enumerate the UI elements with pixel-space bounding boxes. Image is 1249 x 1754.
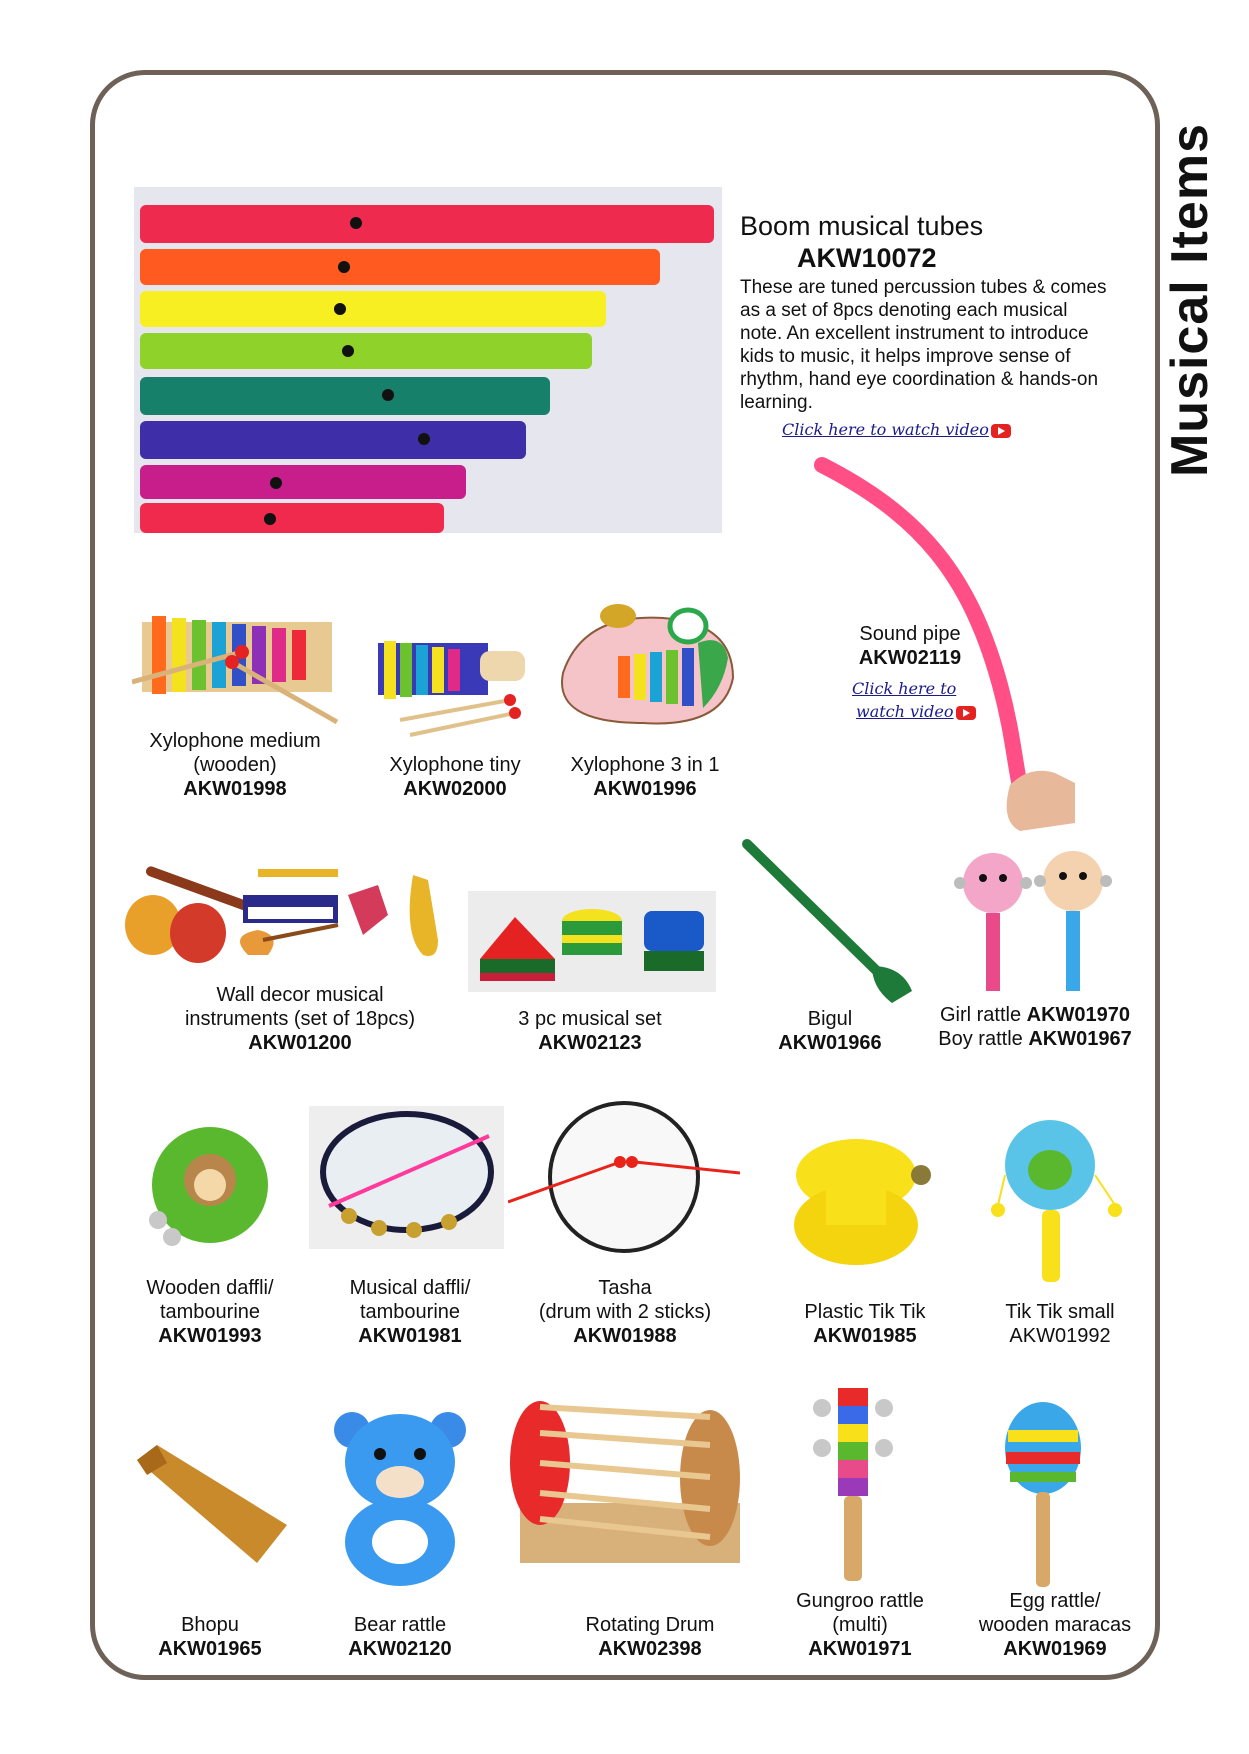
featured-video-link-row[interactable] xyxy=(740,420,1120,440)
xylophone-medium-photo xyxy=(132,612,342,727)
plastic-tiktik-code: AKW01985 xyxy=(813,1325,917,1347)
xylophone-tiny-photo xyxy=(370,625,530,740)
girl-rattle-line xyxy=(920,1003,1150,1027)
bhopu-code: AKW01965 xyxy=(158,1638,262,1660)
boy-rattle-name: Boy rattle xyxy=(938,1028,1023,1050)
bigul-caption xyxy=(760,1007,900,1055)
xylophone-medium-code: AKW01998 xyxy=(183,778,287,800)
xylophone-3in1-code: AKW01996 xyxy=(593,778,697,800)
rattles-caption xyxy=(920,1003,1150,1051)
rotating-drum-name: Rotating Drum xyxy=(585,1614,715,1636)
tiktik-small-caption xyxy=(980,1300,1140,1348)
tiktik-small-code: AKW01992 xyxy=(1009,1325,1111,1347)
bear-rattle-code: AKW02120 xyxy=(348,1638,452,1660)
wooden-daffli-caption xyxy=(120,1276,300,1348)
egg-rattle-caption xyxy=(960,1589,1150,1661)
xylophone-tiny-name: Xylophone tiny xyxy=(389,754,521,776)
gungroo-rattle-photo xyxy=(808,1378,898,1583)
sound-pipe-caption xyxy=(830,622,990,670)
section-title-text: Musical Items xyxy=(1161,122,1219,478)
featured-title: Boom musical tubes xyxy=(740,211,984,241)
featured-code: AKW10072 xyxy=(797,243,937,273)
sound-pipe-name: Sound pipe xyxy=(859,623,961,645)
three-pc-code: AKW02123 xyxy=(538,1032,642,1054)
gungroo-type: (multi) xyxy=(832,1614,888,1636)
plastic-tiktik-photo xyxy=(786,1125,938,1273)
bigul-name: Bigul xyxy=(807,1008,853,1030)
tasha-detail: (drum with 2 sticks) xyxy=(538,1301,712,1323)
wall-decor-code: AKW01200 xyxy=(248,1032,352,1054)
gungroo-caption xyxy=(770,1589,950,1661)
rotating-drum-code: AKW02398 xyxy=(598,1638,702,1660)
bigul-code: AKW01966 xyxy=(778,1032,882,1054)
boy-rattle-line xyxy=(920,1027,1150,1051)
bear-rattle-caption xyxy=(320,1613,480,1661)
xylophone-medium-caption xyxy=(120,729,350,801)
egg-rattle-photo xyxy=(998,1400,1088,1590)
sound-pipe-link-line2[interactable]: watch video xyxy=(856,702,954,721)
sound-pipe-video-link[interactable] xyxy=(852,678,992,724)
girl-rattle-code: AKW01970 xyxy=(1026,1004,1131,1026)
musical-daffli-name: Musical daffli/ xyxy=(349,1277,471,1299)
plastic-tiktik-caption xyxy=(780,1300,950,1348)
musical-daffli-type: tambourine xyxy=(359,1301,461,1323)
egg-rattle-type: wooden maracas xyxy=(978,1614,1132,1636)
tasha-code: AKW01988 xyxy=(573,1325,677,1347)
bear-rattle-photo xyxy=(330,1402,470,1590)
wall-decor-caption xyxy=(150,983,450,1055)
gungroo-name: Gungroo rattle xyxy=(796,1590,924,1612)
xylophone-3in1-caption xyxy=(550,753,740,801)
tasha-photo xyxy=(508,1097,740,1257)
musical-daffli-photo xyxy=(309,1106,504,1249)
featured-description: These are tuned percussion tubes & comes as a set of 8pcs denoting each musical note. An excellent instrument to introduce kids to music, it helps improve sense of rhythm, hand eye coordination & hands-on learning. xyxy=(740,277,1107,413)
xylophone-3in1-photo xyxy=(558,598,738,728)
wooden-daffli-type: tambourine xyxy=(159,1301,261,1323)
tasha-name: Tasha xyxy=(598,1277,652,1299)
three-pc-musical-set-photo xyxy=(468,891,716,992)
three-pc-name: 3 pc musical set xyxy=(518,1008,662,1030)
tasha-caption xyxy=(510,1276,740,1348)
youtube-icon xyxy=(991,424,1011,438)
three-pc-caption xyxy=(490,1007,690,1055)
musical-daffli-caption xyxy=(320,1276,500,1348)
girl-rattle-name: Girl rattle xyxy=(939,1004,1022,1026)
bhopu-name: Bhopu xyxy=(181,1614,239,1636)
xylophone-tiny-caption xyxy=(360,753,550,801)
tiktik-small-photo xyxy=(990,1115,1130,1285)
bhopu-photo xyxy=(132,1440,292,1565)
bear-rattle-name: Bear rattle xyxy=(353,1614,447,1636)
xylophone-3in1-name: Xylophone 3 in 1 xyxy=(570,754,720,776)
rattles-photo xyxy=(948,843,1128,993)
wall-decor-detail: instruments (set of 18pcs) xyxy=(184,1008,416,1030)
boom-tubes-photo xyxy=(134,187,722,533)
plastic-tiktik-name: Plastic Tik Tik xyxy=(804,1301,926,1323)
boy-rattle-code: AKW01967 xyxy=(1028,1028,1132,1050)
bhopu-caption xyxy=(130,1613,290,1661)
youtube-icon xyxy=(956,706,976,720)
sound-pipe-code: AKW02119 xyxy=(858,647,962,669)
section-title xyxy=(1150,122,1230,478)
sound-pipe-link-line1[interactable]: Click here to xyxy=(852,679,957,698)
xylophone-medium-name: Xylophone medium xyxy=(149,730,321,752)
wooden-daffli-code: AKW01993 xyxy=(158,1325,262,1347)
tiktik-small-name: Tik Tik small xyxy=(1005,1301,1115,1323)
egg-rattle-name: Egg rattle/ xyxy=(1009,1590,1101,1612)
musical-daffli-code: AKW01981 xyxy=(358,1325,462,1347)
wall-decor-instruments-photo xyxy=(118,855,454,975)
xylophone-tiny-code: AKW02000 xyxy=(403,778,507,800)
wooden-daffli-name: Wooden daffli/ xyxy=(146,1277,274,1299)
rotating-drum-photo xyxy=(500,1393,748,1568)
xylophone-medium-material: (wooden) xyxy=(193,754,277,776)
egg-rattle-code: AKW01969 xyxy=(1003,1638,1107,1660)
wall-decor-name: Wall decor musical xyxy=(216,984,384,1006)
featured-product xyxy=(740,210,1120,440)
gungroo-code: AKW01971 xyxy=(808,1638,912,1660)
bigul-photo xyxy=(742,836,922,1006)
rotating-drum-caption xyxy=(560,1613,740,1661)
featured-video-link[interactable]: Click here to watch video xyxy=(782,420,989,439)
wooden-daffli-photo xyxy=(140,1125,280,1255)
